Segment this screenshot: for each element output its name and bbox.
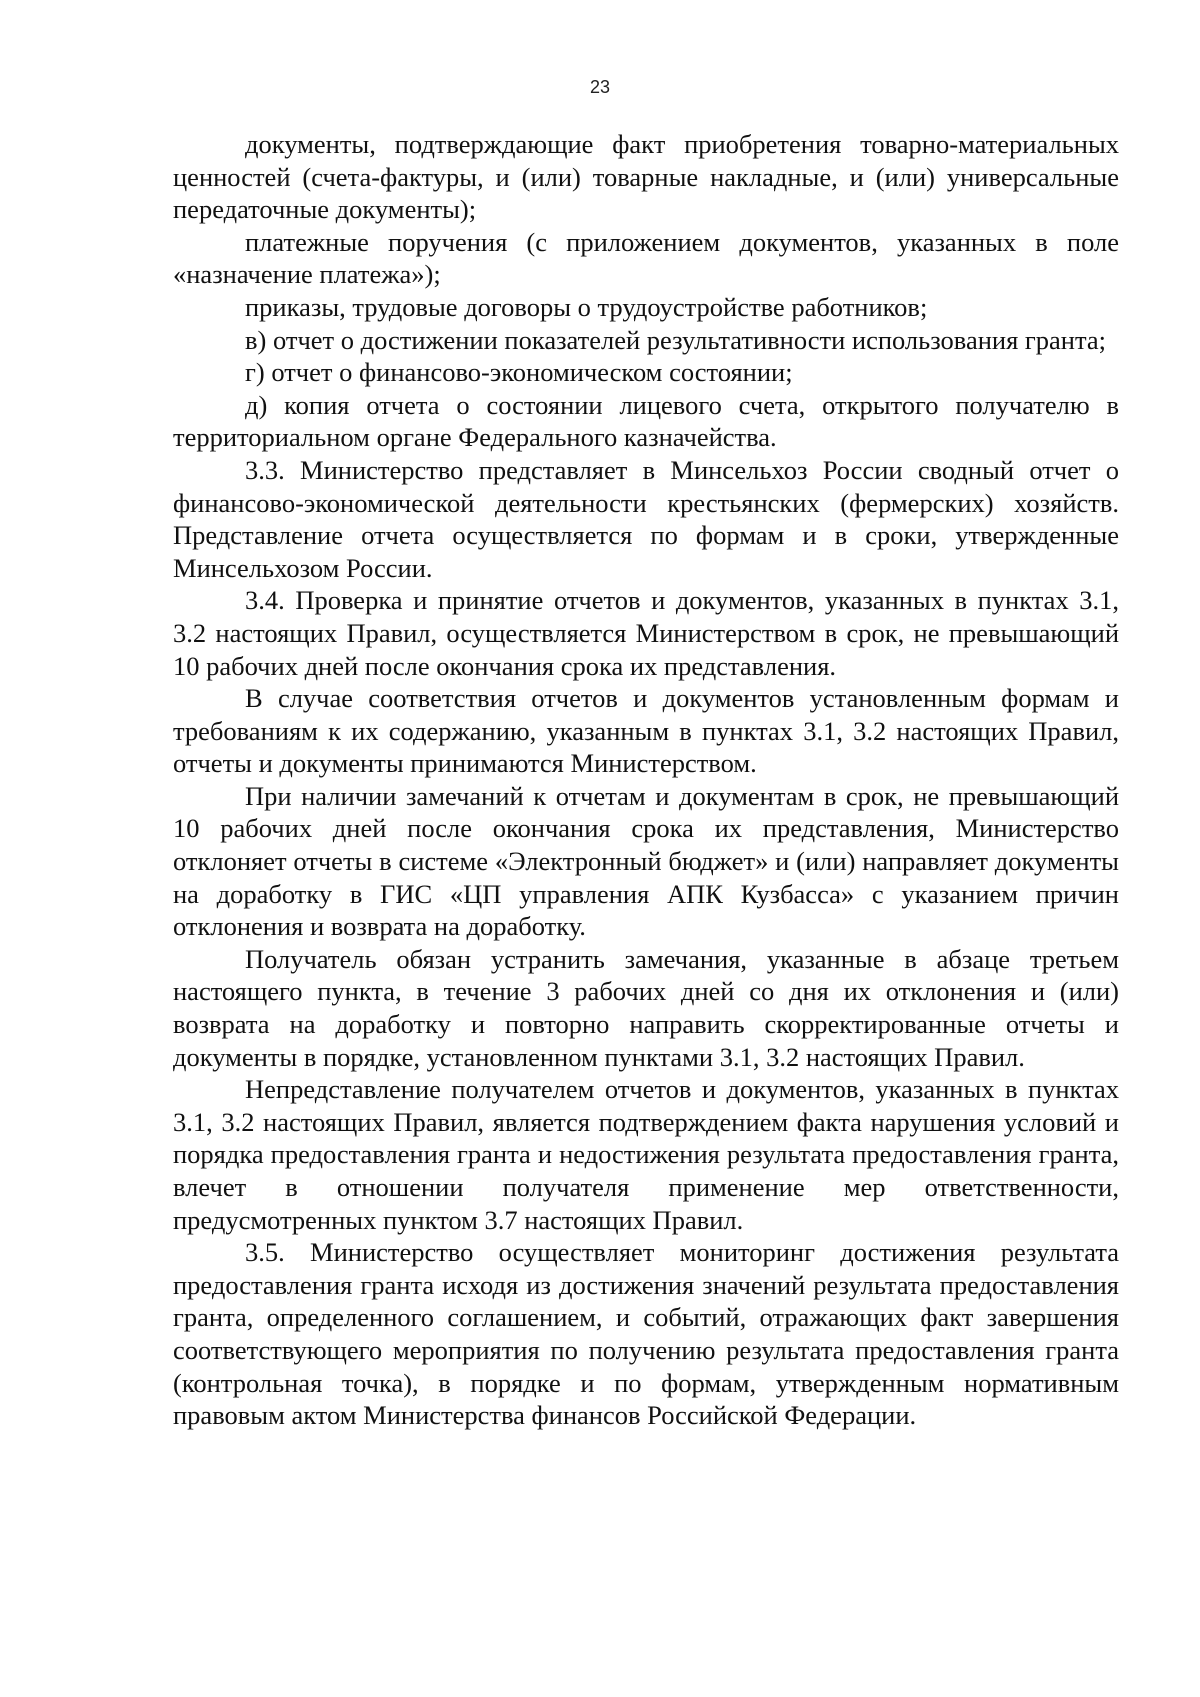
paragraph-item-g: г) отчет о финансово-экономическом состоянии;: [245, 357, 793, 388]
page-number: 23: [589, 77, 611, 97]
paragraph-non-submission: Непредставление получателем отчетов и документов, указанных в пунктах 3.1, 3.2 настоящих Правил, является подтверждением факта нарушения условий и порядка предоставления гранта и недостижения результата предоставления гранта, влечет в отношении получателя применение мер ответственности, предусмотренных пунктом 3.7 настоящих Правил.: [173, 1074, 1119, 1235]
paragraph-3-5: 3.5. Министерство осуществляет мониторинг достижения результата предоставления гранта исходя из достижения значений результата предоставления гранта, определенного соглашением, и событий, отражающих факт завершения соответствующего мероприятия по получению результата предоставления гранта (контрольная точка), в порядке и по формам, утвержденным нормативным правовым актом Министерства финансов Российской Федерации.: [173, 1237, 1119, 1431]
paragraph-payment-orders: платежные поручения (с приложением документов, указанных в поле «назначение платежа»);: [173, 226, 1119, 290]
paragraph-3-4: 3.4. Проверка и принятие отчетов и документов, указанных в пунктах 3.1, 3.2 настоящих Правил, осуществляется Министерством в срок, не превышающий 10 рабочих дней после окончания срока их представления.: [173, 585, 1119, 681]
paragraph-remarks: При наличии замечаний к отчетам и документам в срок, не превышающий 10 рабочих дней после окончания срока их представления, Министерство отклоняет отчеты в системе «Электронный бюджет» и (или) направляет документы на доработку в ГИС «ЦП управления АПК Кузбасса» с указанием причин отклонения и возврата на доработку.: [173, 780, 1119, 942]
paragraph-recipient-obligation: Получатель обязан устранить замечания, указанные в абзаце третьем настоящего пункта, в течение 3 рабочих дней со дня их отклонения и (или) возврата на доработку и повторно направить скорректированные отчеты и документы в порядке, установленном пунктами 3.1, 3.2 настоящих Правил.: [173, 943, 1119, 1072]
document-body: [173, 128, 1119, 1432]
paragraph-item-v: в) отчет о достижении показателей результативности использования гранта;: [245, 324, 1106, 355]
paragraph-documents-goods: документы, подтверждающие факт приобретения товарно-материальных ценностей (счета-фактуры, и (или) товарные накладные, и (или) универсальные передаточные документы);: [173, 129, 1119, 225]
paragraph-employment-orders: приказы, трудовые договоры о трудоустройстве работников;: [245, 291, 928, 322]
paragraph-3-3: 3.3. Министерство представляет в Минсельхоз России сводный отчет о финансово-экономической деятельности крестьянских (фермерских) хозяйств. Представление отчета осуществляется по формам и в сроки, утвержденные Минсельхозом России.: [173, 454, 1119, 583]
paragraph-item-d: д) копия отчета о состоянии лицевого счета, открытого получателю в территориальном органе Федерального казначейства.: [173, 389, 1119, 453]
paragraph-acceptance: В случае соответствия отчетов и документов установленным формам и требованиям к их содержанию, указанным в пунктах 3.1, 3.2 настоящих Правил, отчеты и документы принимаются Министерством.: [173, 683, 1119, 779]
